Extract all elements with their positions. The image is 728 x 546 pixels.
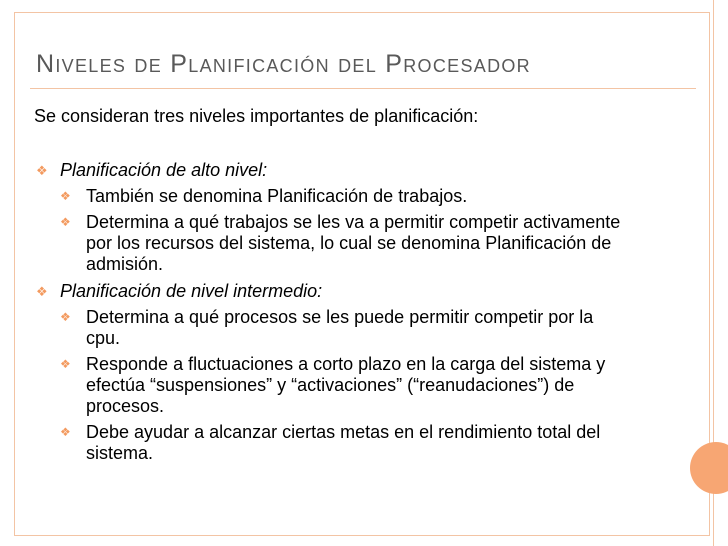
bullet-list	[34, 160, 624, 464]
section-heading-text: Planificación de alto nivel:	[60, 160, 268, 180]
section-heading-text: Planificación de nivel intermedio:	[60, 281, 323, 301]
section-heading-nivel-intermedio	[34, 281, 624, 302]
list-item-text: Determina a qué procesos se les puede permitir competir por la cpu.	[86, 307, 594, 348]
diamond-bullet-icon: ❖	[60, 425, 71, 439]
list-item	[34, 212, 624, 275]
list-item	[34, 354, 624, 417]
list-item	[34, 422, 624, 464]
intro-text: Se consideran tres niveles importantes de planificación:	[34, 106, 479, 126]
diamond-bullet-icon: ❖	[60, 189, 71, 203]
diamond-bullet-icon: ❖	[36, 284, 48, 299]
diamond-bullet-icon: ❖	[60, 215, 71, 229]
slide-title: Niveles de Planificación del Procesador	[36, 50, 531, 78]
list-item	[34, 307, 624, 349]
list-item-text: Determina a qué trabajos se les va a permitir competir activamente por los recursos del sistema, lo cual se denomina Planificación de admisión.	[86, 212, 621, 274]
section-heading-alto-nivel	[34, 160, 624, 181]
list-item-text: Debe ayudar a alcanzar ciertas metas en el rendimiento total del sistema.	[86, 422, 601, 463]
list-item	[34, 186, 624, 207]
diamond-bullet-icon: ❖	[36, 163, 48, 178]
list-item-text: Responde a fluctuaciones a corto plazo en la carga del sistema y efectúa “suspensiones” y “activaciones” (“reanudaciones”) de procesos.	[86, 354, 606, 416]
title-underline	[30, 88, 696, 89]
list-item-text: También se denomina Planificación de trabajos.	[86, 186, 468, 206]
diamond-bullet-icon: ❖	[60, 310, 71, 324]
diamond-bullet-icon: ❖	[60, 357, 71, 371]
